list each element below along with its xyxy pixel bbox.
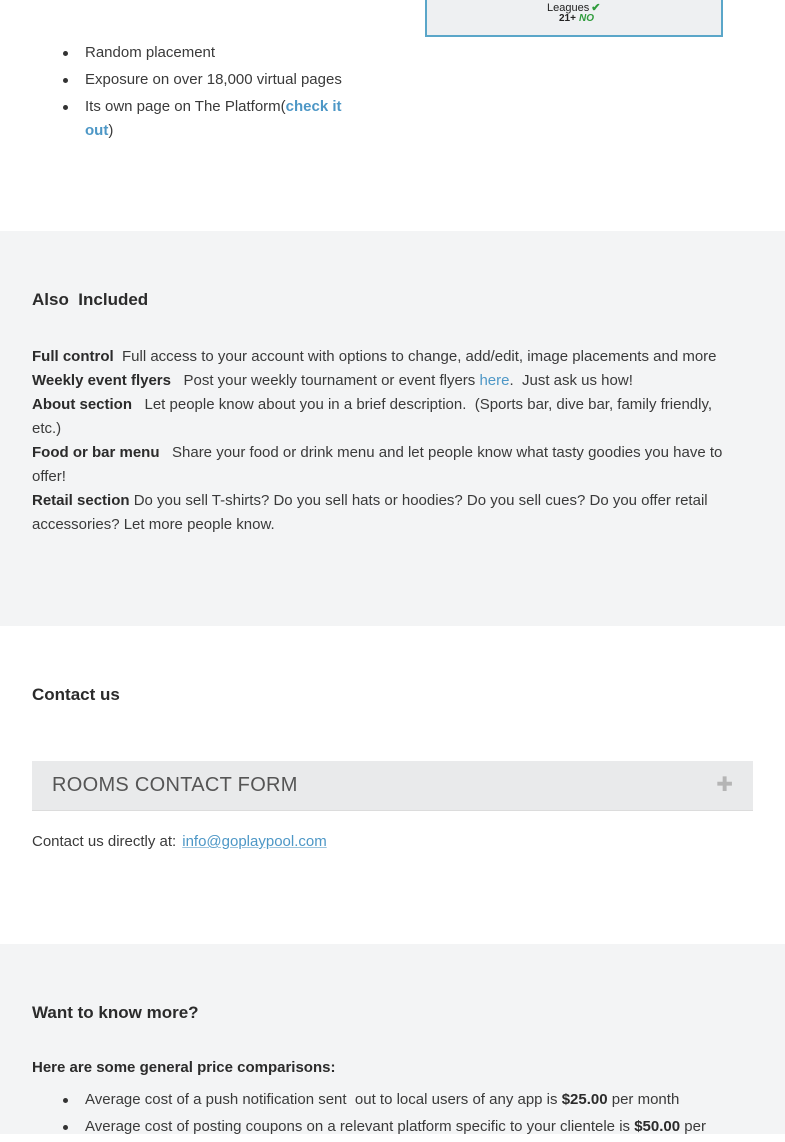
- feature-weekly-event-flyers: [32, 369, 742, 393]
- contact-section: [0, 626, 785, 944]
- preview-no-label: NO: [578, 13, 594, 24]
- feature-text: Do you sell T-shirts? Do you sell hats or hoodies? Do you sell cues? Do you offer retail accessories? Let more people know.: [32, 492, 712, 533]
- feature-bullet-list: [32, 41, 362, 146]
- checkmark-icon: ✔: [591, 2, 601, 14]
- feature-label: About section: [32, 396, 132, 413]
- list-item: [32, 41, 362, 65]
- price-value: $25.00: [561, 1091, 608, 1108]
- section-title: Also Included: [32, 290, 149, 309]
- here-link[interactable]: here: [479, 372, 510, 389]
- more-info-section: [0, 944, 785, 1134]
- feature-text: Let people know about you in a brief description. (Sports bar, dive bar, family friendly, etc.): [32, 396, 717, 437]
- rooms-contact-form-accordion[interactable]: [32, 761, 753, 811]
- check-it-out-link[interactable]: check it out: [85, 98, 342, 139]
- bullet-text: Random placement: [85, 44, 216, 61]
- also-included-section: [0, 231, 785, 626]
- feature-text: Post your weekly tournament or event flyers: [170, 372, 480, 389]
- email-link[interactable]: info@goplaypool.com: [182, 833, 327, 850]
- comparison-suffix: per: [680, 1118, 706, 1135]
- plus-icon[interactable]: ✚: [716, 774, 733, 796]
- direct-contact-label: Contact us directly at:: [32, 833, 177, 850]
- accordion-title: ROOMS CONTACT FORM: [52, 774, 298, 796]
- feature-text: Full access to your account with options to change, add/edit, image placements and more: [113, 348, 717, 365]
- preview-leagues-label: Leagues: [547, 2, 590, 14]
- preview-age-line: [559, 13, 594, 24]
- feature-about-section: [32, 393, 742, 441]
- feature-full-control: [32, 345, 742, 369]
- feature-label: Full control: [32, 348, 114, 365]
- section-title: Want to know more?: [32, 1003, 199, 1022]
- feature-retail-section: [32, 489, 742, 537]
- list-item: [32, 1115, 752, 1139]
- feature-text: Share your food or drink menu and let people know what tasty goodies you have to offer!: [32, 444, 727, 485]
- top-section: [0, 0, 785, 231]
- feature-label: Weekly event flyers: [32, 372, 171, 389]
- list-item: [32, 1088, 752, 1112]
- feature-label: Food or bar menu: [32, 444, 160, 461]
- bullet-text: Its own page on The Platform(: [85, 98, 286, 115]
- feature-label: Retail section: [32, 492, 130, 509]
- leagues-preview-image: [425, 0, 723, 37]
- price-value: $50.00: [634, 1118, 681, 1135]
- list-item: [32, 68, 362, 92]
- comparison-heading: Here are some general price comparisons:: [32, 1059, 336, 1076]
- list-item: [32, 95, 362, 143]
- features-list: [32, 345, 742, 537]
- bullet-suffix: ): [108, 122, 114, 139]
- comparison-text: Average cost of posting coupons on a relevant platform specific to your clientele is: [85, 1118, 635, 1135]
- comparison-suffix: per month: [607, 1091, 680, 1108]
- comparison-text: Average cost of a push notification sent out to local users of any app is: [85, 1091, 562, 1108]
- section-title: Contact us: [32, 685, 120, 704]
- bullet-text: Exposure on over 18,000 virtual pages: [85, 71, 342, 88]
- direct-contact: [32, 833, 327, 850]
- preview-age-label: 21+: [559, 13, 576, 24]
- feature-suffix: . Just ask us how!: [509, 372, 633, 389]
- feature-food-or-bar-menu: [32, 441, 742, 489]
